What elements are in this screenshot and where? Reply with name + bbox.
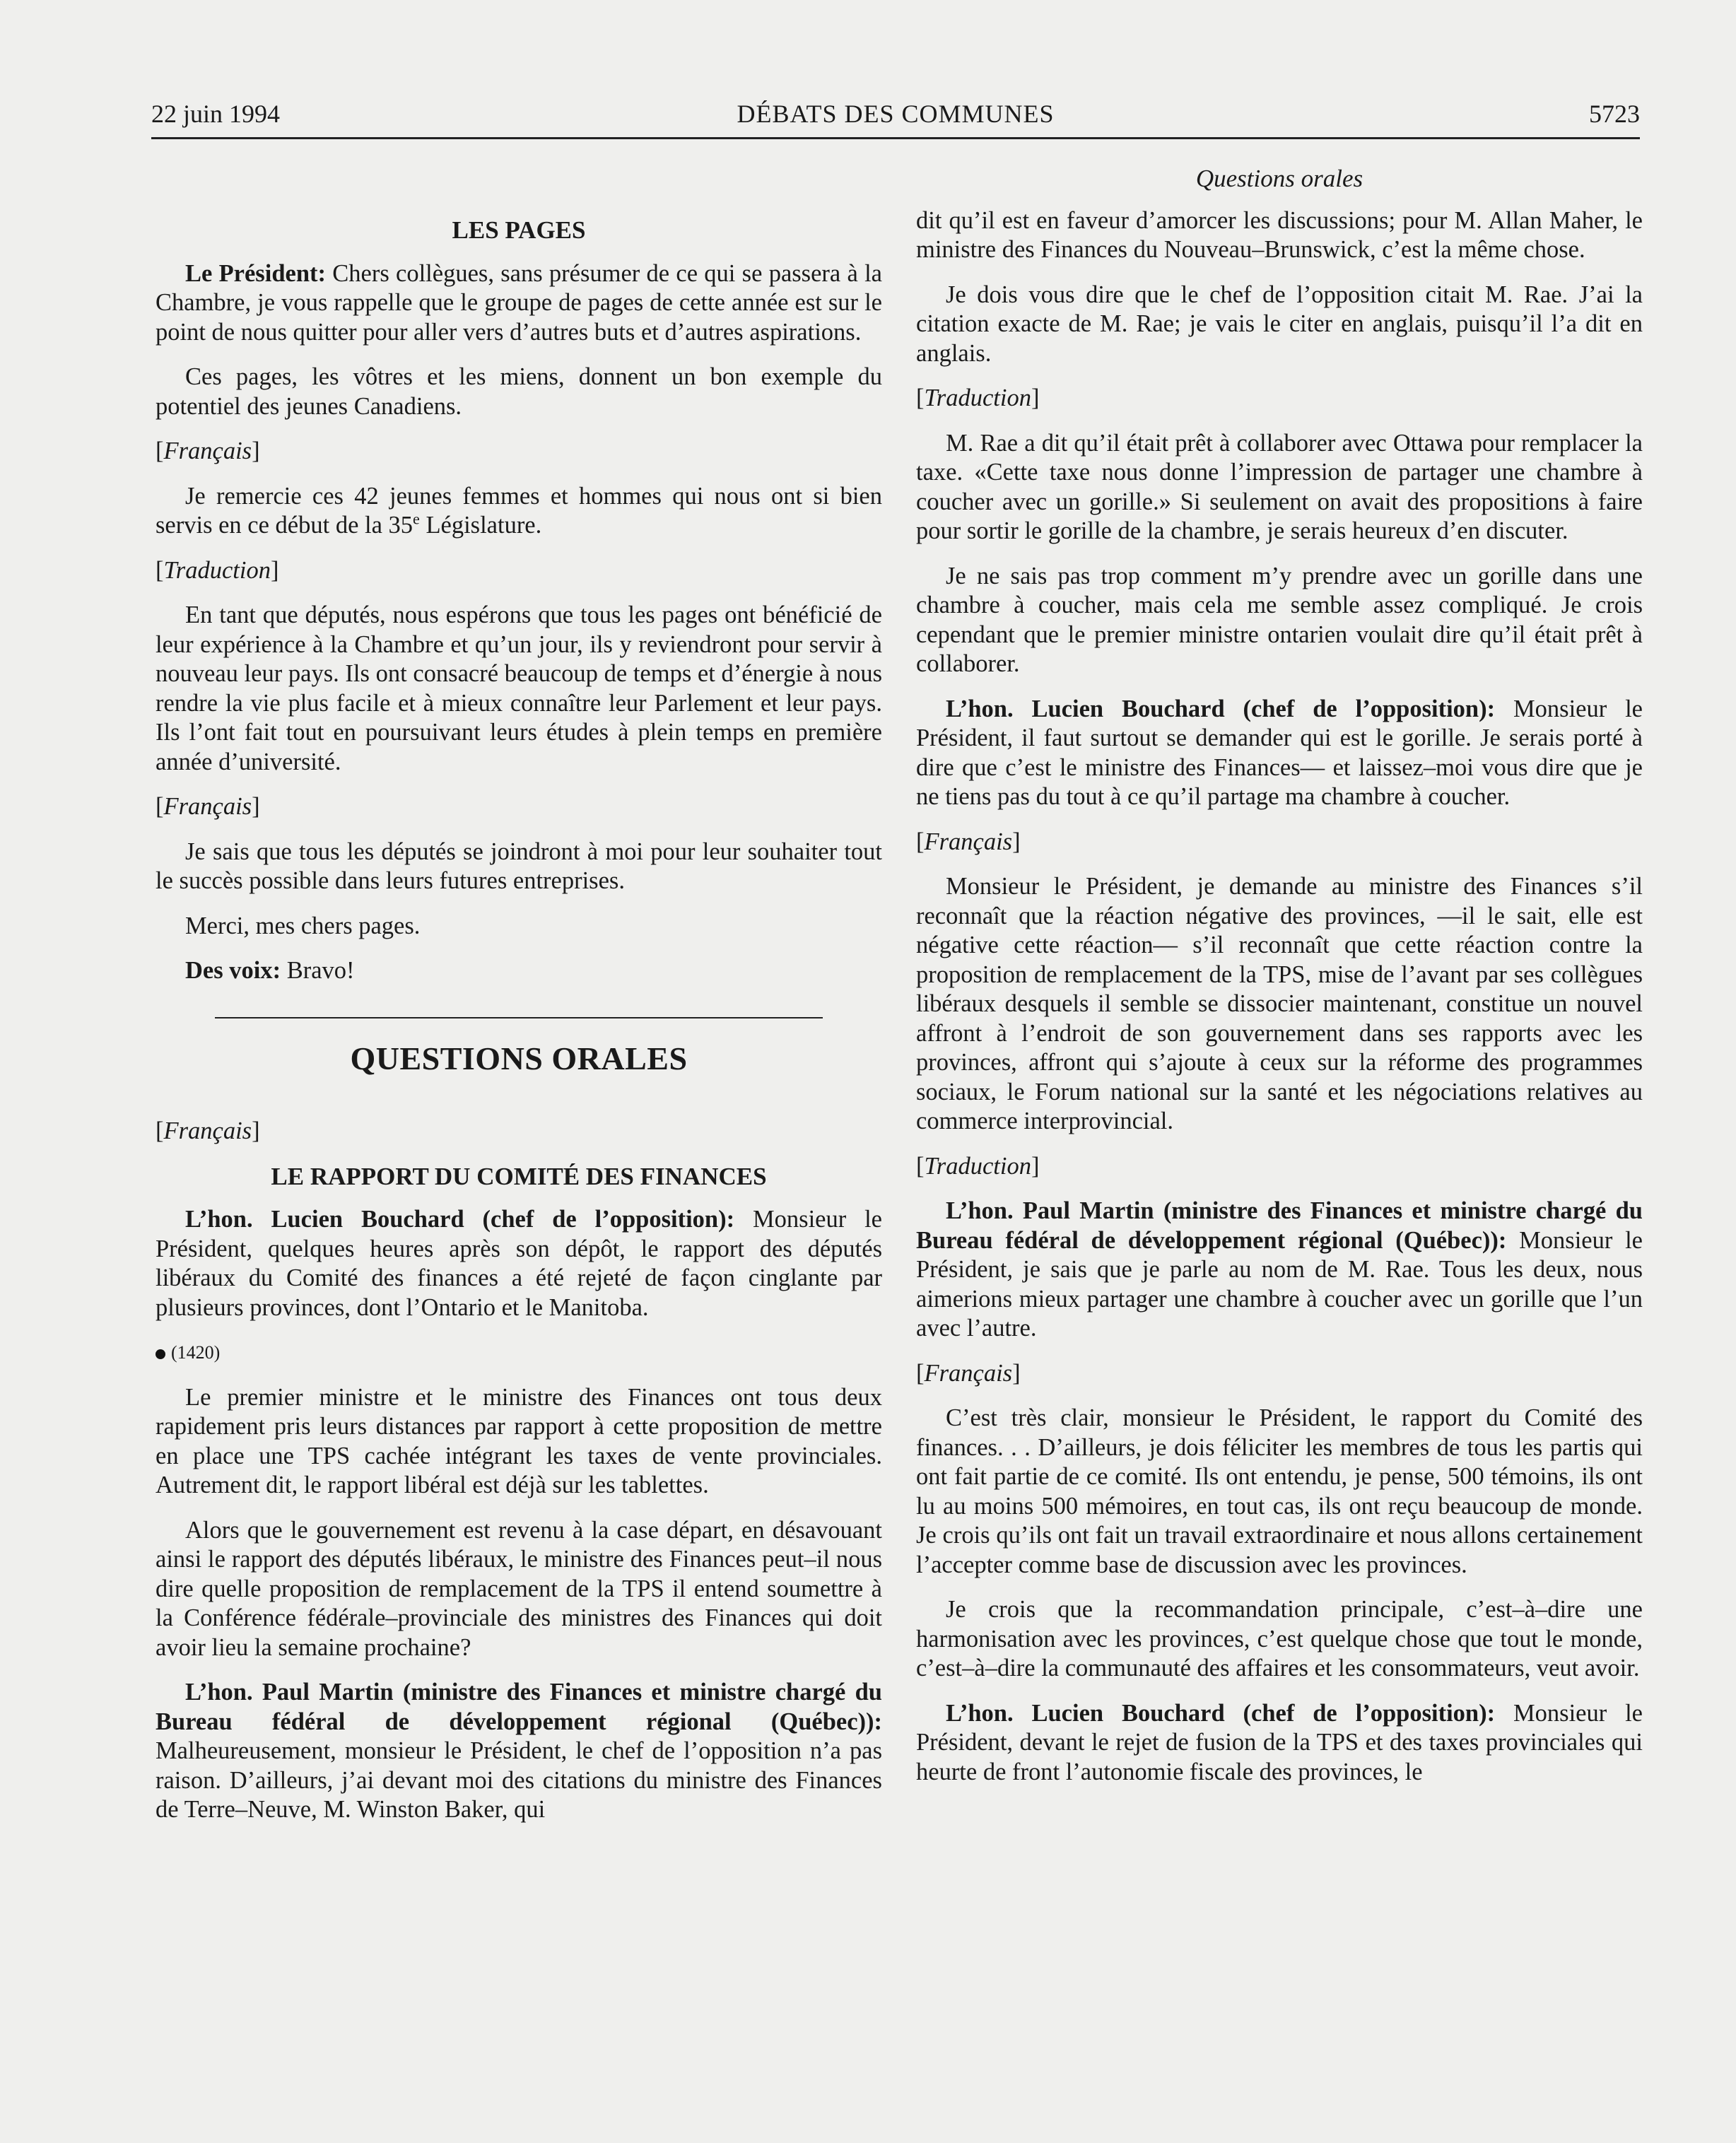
speaker-name: L’hon. Lucien Bouchard (chef de l’opposition):: [946, 1699, 1496, 1727]
paragraph: Merci, mes chers pages.: [185, 912, 421, 939]
paragraph: Le premier ministre et le ministre des Finances ont tous deux rapidement pris leurs distances par rapport à cette proposition de mettre en place une TPS cachée intégrant les taxes de vente provinciales. Autrement dit, le rapport libéral est déjà sur les tablettes.: [156, 1383, 882, 1498]
left-column: [156, 216, 882, 1840]
paragraph: L’hon. Lucien Bouchard (chef de l’opposition): Monsieur le Président, il faut surtout se demander qui est le gorille. Je serais porté à dire que c’est le ministre des Finances— et laissez–moi vous dire que je ne tiens pas du tout à ce qu’il partage ma chambre à coucher.: [916, 695, 1643, 810]
time-marker: (1420): [156, 1338, 882, 1368]
language-tag: [Français]: [156, 793, 260, 820]
paragraph: L’hon. Lucien Bouchard (chef de l’opposition): Monsieur le Président, devant le rejet de fusion de la TPS et des taxes provinciales qui heurte de front l’autonomie fiscale des provinces, le: [916, 1699, 1643, 1785]
paragraph: Ces pages, les vôtres et les miens, donnent un bon exemple du potentiel des jeunes Canadiens.: [156, 363, 882, 420]
language-tag: [Français]: [156, 438, 260, 464]
language-tag: [Français]: [916, 828, 1021, 855]
page-number: 5723: [1589, 100, 1640, 128]
bullet-icon: [156, 1349, 165, 1359]
paragraph: Monsieur le Président, je demande au ministre des Finances s’il reconnaît que la réaction négative des provinces, —il le sait, elle est négative cette réaction— s’il reconnaît que cette réaction contre la proposition de remplacement de la TPS, mise de l’avant par ses collègues libéraux desquels il semble se dissocier maintenant, constitue un nouvel affront à l’endroit de son gouvernement dans ses rapports avec les provinces, affront qui s’ajoute à ceux sur la réforme des programmes sociaux, le Forum national sur la santé et les négociations relatives au commerce interprovincial.: [916, 873, 1643, 1134]
speaker-name: L’hon. Lucien Bouchard (chef de l’opposition):: [185, 1206, 735, 1233]
paragraph: L’hon. Lucien Bouchard (chef de l’opposition): Monsieur le Président, quelques heures après son dépôt, le rapport des députés libéraux du Comité des finances a été rejeté de façon cinglante par plusieurs provinces, dont l’Ontario et le Manitoba.: [156, 1206, 882, 1321]
header-rule: [151, 137, 1640, 139]
language-tag: [Français]: [916, 1359, 1021, 1387]
speaker-name: Le Président:: [185, 259, 326, 287]
paragraph: Je sais que tous les députés se joindront à moi pour leur souhaiter tout le succès possible dans leurs futures entreprises.: [156, 838, 882, 894]
paragraph: M. Rae a dit qu’il était prêt à collaborer avec Ottawa pour remplacer la taxe. «Cette taxe nous donne l’impression de partager une chambre à coucher avec un gorille.» Si seulement on avait des propositions à faire pour sortir le gorille de la chambre, je serais heureux d’en discuter.: [916, 429, 1643, 544]
paragraph: Le Président: Chers collègues, sans présumer de ce qui se passera à la Chambre, je vous rappelle que le groupe de pages de cette année est sur le point de nous quitter pour aller vers d’autres buts et d’autres aspirations.: [156, 259, 882, 346]
paragraph: Alors que le gouvernement est revenu à la case départ, en désavouant ainsi le rapport des députés libéraux, le ministre des Finances peut–il nous dire quelle proposition de remplacement de la TPS il entend soumettre à la Conférence fédérale–provinciale des ministres des Finances qui doit avoir lieu la semaine prochaine?: [156, 1516, 882, 1661]
paragraph: L’hon. Paul Martin (ministre des Finances et ministre chargé du Bureau fédéral de développement régional (Québec)): Monsieur le Président, je sais que je parle au nom de M. Rae. Tous les deux, nous aimerions mieux partager une chambre à coucher avec un gorille que l’un avec l’autre.: [916, 1197, 1643, 1341]
language-tag: [Traduction]: [916, 384, 1040, 411]
page-header: [151, 99, 1640, 139]
paragraph: Des voix: Bravo!: [185, 957, 355, 984]
speaker-name: Des voix:: [185, 957, 281, 984]
running-head: Questions orales: [1195, 165, 1363, 192]
paragraph: Je dois vous dire que le chef de l’opposition citait M. Rae. J’ai la citation exacte de M. Rae; je vais le citer en anglais, puisqu’il l’a dit en anglais.: [916, 281, 1643, 367]
speaker-name: L’hon. Paul Martin (ministre des Finances et ministre chargé du Bureau fédéral de développement régional (Québec)):: [156, 1679, 882, 1735]
section-rule: [215, 1017, 823, 1018]
section-title: QUESTIONS ORALES: [350, 1040, 688, 1076]
paragraph: En tant que députés, nous espérons que tous les pages ont bénéficié de leur expérience à la Chambre et qu’un jour, ils y reviendront pour servir à nouveau leur pays. Ils ont consacré beaucoup de temps et d’énergie à nous rendre la vie plus facile et à mieux connaître leur Parlement et leur pays. Ils l’ont fait tout en poursuivant leurs études à plein temps en première année d’université.: [156, 601, 882, 775]
paragraph: Je crois que la recommandation principale, c’est–à–dire une harmonisation avec les provinces, c’est quelque chose que tout le monde, c’est–à–dire la communauté des affaires et les consommateurs, veut avoir.: [916, 1596, 1643, 1681]
pages-heading: LES PAGES: [452, 216, 586, 244]
paragraph: Je remercie ces 42 jeunes femmes et hommes qui nous ont si bien servis en ce début de la 35e Législature.: [156, 482, 882, 539]
paragraph: L’hon. Paul Martin (ministre des Finances et ministre chargé du Bureau fédéral de développement régional (Québec)): Malheureusement, monsieur le Président, le chef de l’opposition n’a pas raison. D’ailleurs, j’ai devant moi des citations du ministre des Finances de Terre–Neuve, M. Winston Baker, qui: [156, 1679, 882, 1823]
speaker-name: L’hon. Lucien Bouchard (chef de l’opposition):: [946, 695, 1496, 722]
speaker-name: L’hon. Paul Martin (ministre des Finances et ministre chargé du Bureau fédéral de développement régional (Québec)):: [916, 1197, 1643, 1254]
language-tag: [Traduction]: [156, 556, 279, 584]
right-column: [916, 164, 1643, 1802]
header-title: DÉBATS DES COMMUNES: [737, 100, 1055, 128]
language-tag: [Traduction]: [916, 1152, 1040, 1180]
paragraph: dit qu’il est en faveur d’amorcer les discussions; pour M. Allan Maher, le ministre des Finances du Nouveau–Brunswick, c’est la même chose.: [916, 206, 1643, 263]
paragraph: Je ne sais pas trop comment m’y prendre avec un gorille dans une chambre à coucher, mais cela me semble assez compliqué. Je crois cependant que le premier ministre ontarien voulait dire qu’il était prêt à collaborer.: [916, 562, 1643, 677]
header-date: 22 juin 1994: [151, 100, 281, 128]
language-tag: [Français]: [156, 1117, 260, 1144]
paragraph: C’est très clair, monsieur le Président, le rapport du Comité des finances. . . D’ailleurs, je dois féliciter les membres de tous les partis qui ont fait partie de ce comité. Ils ont entendu, je pense, 500 témoins, ils ont lu au moins 500 mémoires, en tout cas, ils ont reçu beaucoup de monde. Je crois qu’ils ont fait un travail extraordinaire et nous allons certainement l’accepter comme base de discussion avec les provinces.: [916, 1404, 1643, 1578]
rapport-heading: LE RAPPORT DU COMITÉ DES FINANCES: [271, 1162, 767, 1190]
